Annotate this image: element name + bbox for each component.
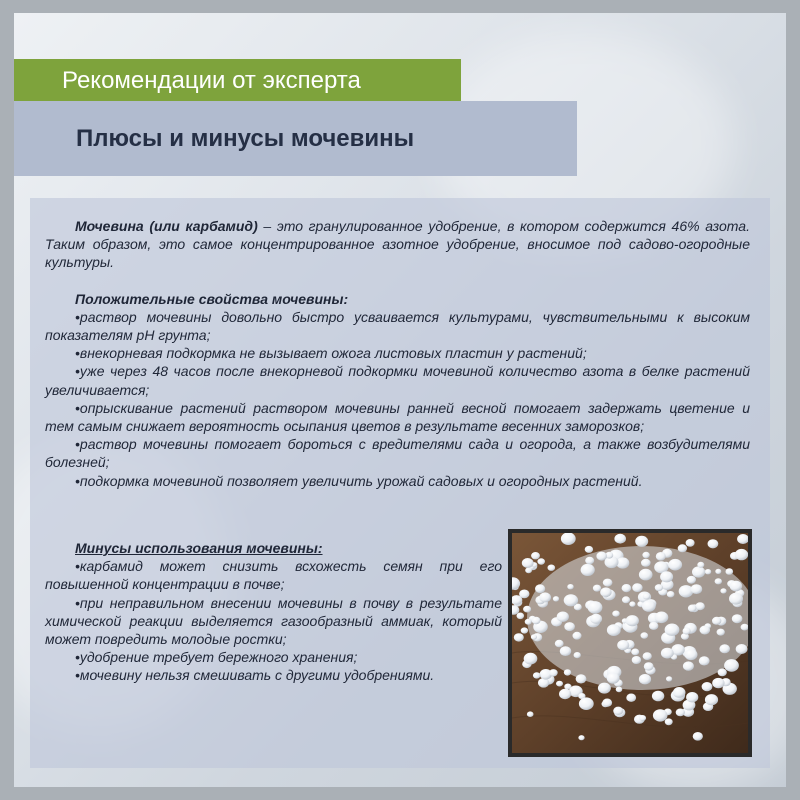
granule (559, 689, 571, 699)
granule (622, 584, 632, 592)
granule (531, 552, 540, 559)
granule (585, 557, 594, 565)
granule (712, 617, 721, 625)
granule (573, 632, 582, 640)
granule (673, 687, 686, 698)
pros-item: •уже через 48 часов после внекорневой подкормки мочевиной количество азота в белке растений увеличивается; (45, 363, 750, 398)
granule (683, 661, 694, 670)
granule (538, 678, 549, 688)
granule (660, 571, 673, 582)
granule (724, 659, 739, 672)
granule (655, 612, 669, 624)
cons-item: •карбамид может снизить всхожесть семян при его повышенной концентрации в почве; (45, 558, 502, 593)
pros-item: •опрыскивание растений раствором мочевины ранней весной помогает задержать цветение и тем самым снижает вероятность осыпания цветов в результате весенних заморозков; (45, 399, 750, 435)
granule (593, 585, 601, 592)
granule (683, 628, 691, 635)
granule (632, 656, 641, 664)
granule (719, 644, 730, 653)
granule (642, 600, 656, 612)
urea-granules-image (512, 533, 748, 753)
granule (549, 669, 558, 676)
granule (590, 614, 602, 624)
granule (521, 627, 528, 633)
granule (715, 578, 722, 584)
granule (626, 694, 636, 702)
granule (548, 565, 556, 571)
pros-item: •раствор мочевины помогает бороться с вредителями сада и огорода, а также возбудителями болезней; (45, 436, 750, 471)
pros-item: •раствор мочевины довольно быстро усваивается культурами, чувствительными к высоким показателям pH грунта; (45, 308, 750, 344)
granule (644, 662, 654, 670)
granule (700, 626, 711, 635)
granule (730, 581, 743, 592)
granule (649, 622, 658, 630)
granule (693, 732, 703, 741)
granule (612, 611, 619, 617)
granule (626, 615, 639, 626)
granule (525, 567, 532, 573)
pros-heading: Положительные свойства мочевины: (75, 290, 349, 307)
granule (535, 584, 545, 593)
granule (679, 585, 694, 597)
granule (635, 536, 648, 547)
granule (732, 614, 743, 623)
granule (685, 649, 698, 660)
granule (564, 669, 571, 675)
granule (600, 587, 611, 597)
granule (537, 558, 545, 564)
page-title: Плюсы и минусы мочевины (76, 124, 415, 152)
granule (629, 601, 635, 606)
granule (642, 552, 649, 558)
granule (736, 644, 748, 654)
expert-label: Рекомендации от эксперта (62, 66, 361, 94)
granule (555, 640, 564, 648)
granule (712, 678, 724, 688)
granule (616, 687, 623, 693)
granule (729, 593, 743, 605)
granule (726, 568, 734, 575)
granule (560, 646, 571, 656)
granule (695, 602, 704, 610)
granule (532, 617, 541, 624)
expert-recommendation-banner (14, 59, 461, 102)
granule (656, 552, 666, 561)
title-banner (14, 101, 577, 176)
cons-item: •мочевину нельзя смешивать с другими удобрениями. (75, 667, 435, 684)
granule (661, 648, 674, 659)
granule (527, 711, 534, 717)
granule (643, 652, 652, 660)
granule (692, 566, 705, 577)
cons-item: •удобрение требует бережного хранения; (75, 649, 358, 666)
granule (665, 718, 673, 725)
granule (717, 629, 725, 636)
granule (639, 569, 653, 581)
granule (686, 539, 695, 547)
granule (596, 552, 607, 561)
granule (639, 715, 646, 721)
granule (553, 596, 559, 601)
granule (699, 656, 710, 665)
granule (718, 669, 727, 677)
granule (735, 549, 748, 560)
granule (514, 633, 524, 641)
granule (676, 709, 685, 717)
granule (539, 592, 551, 602)
granule (691, 584, 703, 594)
granule (687, 576, 696, 584)
granule (631, 649, 639, 656)
urea-granules-photo (508, 529, 752, 757)
granule (641, 632, 649, 638)
granule (617, 640, 629, 650)
granule (581, 564, 595, 576)
granule (613, 707, 623, 715)
granule (667, 591, 675, 597)
granule (524, 653, 538, 665)
granule (652, 691, 664, 702)
granule (523, 606, 531, 613)
granule (665, 624, 680, 636)
cons-section (45, 539, 502, 685)
granule (688, 605, 697, 612)
intro-paragraph (45, 217, 750, 272)
granule (533, 672, 541, 678)
granule (720, 588, 726, 593)
granule (574, 652, 581, 658)
granule (567, 584, 573, 589)
granule (705, 569, 711, 574)
granule (579, 697, 594, 710)
intro-text: – это гранулированное удобрение, в котором содержится 46% азота. Таким образом, это самое концентрированное азотное удобрение, вносимое под садово-огородные культуры. (45, 218, 750, 271)
granule (639, 674, 651, 684)
granule (578, 735, 584, 740)
granule (556, 681, 563, 687)
granule (668, 559, 682, 571)
granule (598, 683, 611, 694)
granule (622, 596, 630, 603)
granule (666, 676, 672, 681)
granule (585, 546, 593, 553)
granule (564, 594, 578, 606)
granule (697, 562, 704, 568)
pros-item: •внекорневая подкормка не вызывает ожога листовых пластин у растений; (75, 345, 587, 362)
granule (525, 619, 532, 625)
granule (607, 624, 621, 636)
granule (641, 559, 651, 567)
granule (576, 674, 587, 683)
pros-section (45, 217, 750, 490)
granule (632, 583, 642, 592)
granule (715, 569, 721, 574)
granule (705, 694, 718, 705)
granule (614, 534, 626, 544)
granule (522, 558, 534, 568)
granule (602, 699, 612, 707)
granule (557, 612, 569, 622)
granule (564, 622, 575, 631)
granule (607, 673, 620, 684)
granule (588, 601, 603, 614)
pros-item: •подкормка мочевиной позволяет увеличить урожай садовых и огородных растений. (75, 472, 643, 489)
granule (655, 584, 663, 591)
granule (517, 613, 525, 620)
granule (708, 539, 719, 548)
granule (678, 544, 687, 552)
granule (686, 692, 698, 702)
intro-lead: Мочевина (или карбамид) (75, 218, 258, 234)
cons-heading: Минусы использования мочевины: (75, 540, 323, 556)
granule (531, 634, 537, 639)
granule (643, 593, 650, 599)
granule (702, 682, 713, 691)
cons-item: •при неправильном внесении мочевины в почву в результате химической реакции выделяется газообразный аммиак, который может повредить молодые ростки; (45, 594, 502, 648)
granule (653, 709, 668, 721)
granule (603, 579, 613, 587)
